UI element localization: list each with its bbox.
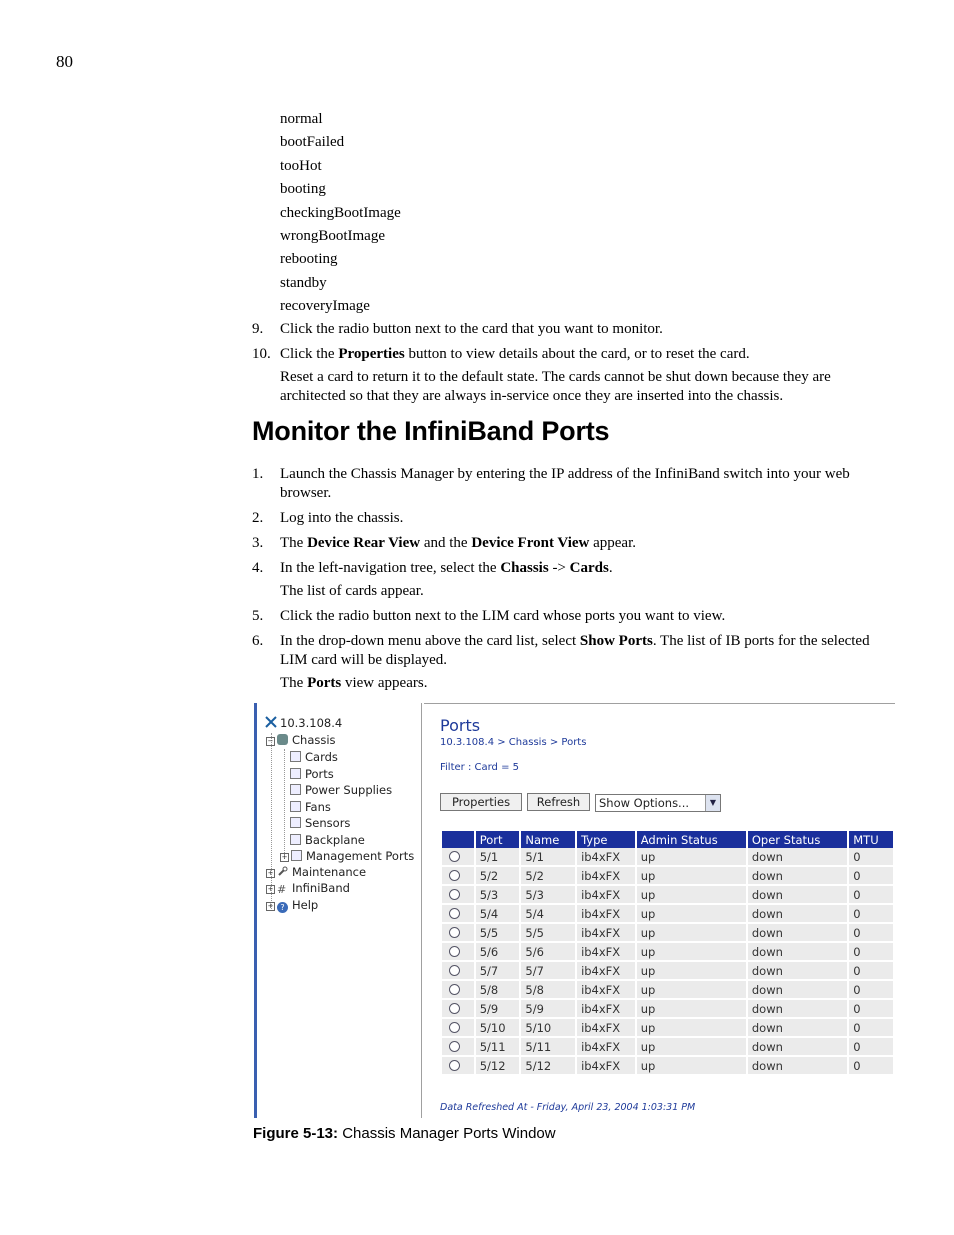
column-header[interactable]: Admin Status (637, 831, 746, 848)
bold-term: Chassis (500, 560, 549, 576)
table-cell: ib4xFX (577, 962, 635, 981)
step-text (280, 559, 900, 578)
step-number: 5. (252, 608, 264, 624)
table-cell: down (748, 981, 847, 1000)
row-radio-button[interactable] (449, 946, 460, 957)
status-value: standby (280, 274, 327, 291)
text-span: -> (548, 560, 570, 576)
collapse-icon[interactable]: − (267, 737, 274, 745)
panel-title: Ports (440, 716, 481, 735)
table-cell: 5/11 (476, 1038, 520, 1057)
status-value: recoveryImage (280, 298, 370, 315)
tree-item-label: Sensors (305, 816, 351, 830)
text-span: view appears. (341, 675, 428, 691)
figure-caption (253, 1125, 556, 1142)
filter-label: Filter : Card = 5 (440, 762, 519, 773)
table-cell: down (748, 1019, 847, 1038)
bold-term: Ports (307, 675, 342, 691)
table-row (442, 886, 893, 905)
table-cell: 5/9 (476, 1000, 520, 1019)
table-cell: 5/9 (521, 1000, 575, 1019)
table-row (442, 1019, 893, 1038)
column-header[interactable]: Port (476, 831, 520, 848)
table-cell: ib4xFX (577, 1057, 635, 1076)
table-cell: 5/5 (521, 924, 575, 943)
row-radio-button[interactable] (449, 908, 460, 919)
chassis-icon (277, 734, 288, 745)
row-radio-button[interactable] (449, 927, 460, 938)
table-cell: 0 (849, 943, 893, 962)
tree-item-label: Backplane (305, 832, 365, 847)
column-header-select (442, 831, 474, 848)
breadcrumb[interactable]: 10.3.108.4 > Chassis > Ports (440, 737, 587, 748)
text-span: In the left-navigation tree, select the (280, 560, 501, 576)
table-cell: 5/12 (476, 1057, 520, 1076)
status-value: rebooting (280, 251, 338, 268)
step-number: 6. (252, 633, 264, 649)
wrench-icon (277, 865, 288, 876)
step-text: Click the radio button next to the card that you want to monitor. (280, 321, 663, 337)
text-span: The (280, 535, 308, 551)
row-radio-button[interactable] (449, 965, 460, 976)
step-text: Launch the Chassis Manager by entering the IP address of the InfiniBand switch into your web browser. (280, 466, 850, 501)
help-icon: ? (277, 902, 288, 913)
step-number: 3. (252, 535, 264, 551)
table-cell: 5/8 (521, 981, 575, 1000)
row-radio-button[interactable] (449, 1022, 460, 1033)
show-options-select[interactable] (595, 794, 721, 812)
chassis-manager-screenshot (254, 703, 895, 1118)
row-select-cell (442, 924, 474, 943)
table-cell: ib4xFX (577, 1019, 635, 1038)
table-cell: 5/6 (476, 943, 520, 962)
row-radio-button[interactable] (449, 870, 460, 881)
status-value-list (280, 108, 401, 319)
column-header[interactable]: MTU (849, 831, 893, 848)
table-row (442, 981, 893, 1000)
table-cell: 0 (849, 1057, 893, 1076)
table-cell: ib4xFX (577, 981, 635, 1000)
table-cell: 5/1 (521, 848, 575, 867)
bold-term: Device Front View (471, 535, 590, 551)
tree-root[interactable] (265, 715, 342, 731)
table-cell: down (748, 867, 847, 886)
row-select-cell (442, 886, 474, 905)
table-cell: up (637, 1019, 746, 1038)
table-cell: 5/3 (476, 886, 520, 905)
status-value: booting (280, 181, 326, 198)
table-cell: up (637, 848, 746, 867)
ports-panel (424, 703, 895, 1119)
row-select-cell (442, 962, 474, 981)
row-select-cell (442, 1057, 474, 1076)
table-cell: 5/7 (476, 962, 520, 981)
step-text: Log into the chassis. (280, 510, 404, 526)
table-cell: down (748, 943, 847, 962)
text-span: button to view details about the card, or to reset the card. (404, 346, 750, 362)
table-cell: up (637, 867, 746, 886)
step-text: Click the radio button next to the LIM card whose ports you want to view. (280, 608, 726, 624)
table-cell: up (637, 962, 746, 981)
row-select-cell (442, 1000, 474, 1019)
table-cell: 5/2 (521, 867, 575, 886)
select-value: Show Options... (599, 796, 690, 810)
text-span: Click the (280, 346, 339, 362)
table-cell: ib4xFX (577, 848, 635, 867)
page-icon (290, 801, 301, 812)
table-cell: 0 (849, 981, 893, 1000)
tree-item-power-supplies[interactable] (290, 782, 392, 798)
network-switch-icon (265, 716, 276, 727)
table-cell: up (637, 886, 746, 905)
row-radio-button[interactable] (449, 1041, 460, 1052)
row-select-cell (442, 981, 474, 1000)
ports-table (440, 831, 895, 1076)
table-cell: up (637, 943, 746, 962)
table-cell: down (748, 886, 847, 905)
table-row (442, 867, 893, 886)
table-cell: 5/4 (476, 905, 520, 924)
table-cell: ib4xFX (577, 1038, 635, 1057)
tree-item-maintenance[interactable] (266, 864, 366, 880)
tree-item-ports[interactable] (290, 766, 334, 782)
table-cell: down (748, 962, 847, 981)
table-header-row (442, 831, 893, 848)
page-icon (290, 834, 301, 845)
table-row (442, 905, 893, 924)
row-radio-button[interactable] (449, 1003, 460, 1014)
table-cell: down (748, 905, 847, 924)
table-cell: 5/10 (476, 1019, 520, 1038)
refresh-timestamp: Data Refreshed At - Friday, April 23, 2004 1:03:31 PM (440, 1102, 696, 1113)
table-body (442, 848, 893, 1076)
tree-item-label: Cards (305, 750, 338, 764)
table-row (442, 962, 893, 981)
text-span: appear. (589, 535, 636, 551)
table-cell: 5/3 (521, 886, 575, 905)
table-cell: 0 (849, 848, 893, 867)
table-cell: 5/6 (521, 943, 575, 962)
column-header[interactable]: Type (577, 831, 635, 848)
table-cell: down (748, 1000, 847, 1019)
tree-item-label: Help (292, 898, 319, 912)
table-cell: 0 (849, 867, 893, 886)
status-value: checkingBootImage (280, 204, 401, 221)
step-4-note: The list of cards appear. (280, 583, 424, 599)
table-cell: 0 (849, 1000, 893, 1019)
row-select-cell (442, 905, 474, 924)
step-6-note (280, 674, 900, 693)
tree-item-cards[interactable] (290, 749, 338, 765)
step-number: 4. (252, 560, 264, 576)
table-cell: up (637, 981, 746, 1000)
row-radio-button[interactable] (449, 851, 460, 862)
row-select-cell (442, 867, 474, 886)
step-number: 10. (252, 346, 271, 362)
table-cell: 5/1 (476, 848, 520, 867)
status-value: wrongBootImage (280, 227, 385, 244)
tree-item-label: Chassis (292, 733, 336, 747)
table-cell: 5/11 (521, 1038, 575, 1057)
page-icon (290, 817, 301, 828)
tree-item-chassis[interactable] (266, 732, 336, 748)
table-cell: up (637, 1038, 746, 1057)
row-select-cell (442, 1019, 474, 1038)
chevron-down-icon[interactable]: ▼ (705, 795, 720, 811)
tree-item-help[interactable] (266, 897, 318, 913)
table-cell: 5/12 (521, 1057, 575, 1076)
table-row (442, 848, 893, 867)
table-cell: 0 (849, 905, 893, 924)
row-radio-button[interactable] (449, 889, 460, 900)
status-value: tooHot (280, 157, 322, 174)
table-cell: 0 (849, 1038, 893, 1057)
row-radio-button[interactable] (449, 984, 460, 995)
table-cell: up (637, 905, 746, 924)
tree-item-sensors[interactable] (290, 815, 350, 831)
tree-item-backplane[interactable] (290, 832, 365, 848)
table-row (442, 943, 893, 962)
table-row (442, 924, 893, 943)
row-select-cell (442, 943, 474, 962)
page-icon (291, 850, 302, 861)
step-number: 1. (252, 466, 264, 482)
table-cell: 5/5 (476, 924, 520, 943)
caption-text: Chassis Manager Ports Window (338, 1125, 556, 1142)
section-title: Monitor the InfiniBand Ports (252, 416, 610, 446)
tree-item-label: InfiniBand (292, 881, 350, 895)
tree-item-infiniband[interactable] (266, 880, 350, 896)
bold-term: Cards (569, 560, 609, 576)
bold-term: Properties (338, 346, 405, 362)
table-cell: ib4xFX (577, 905, 635, 924)
table-row (442, 1000, 893, 1019)
tree-item-label: Ports (305, 766, 334, 781)
expand-icon[interactable]: + (267, 869, 274, 877)
step-text (280, 345, 900, 364)
table-cell: down (748, 1038, 847, 1057)
status-value: bootFailed (280, 134, 345, 151)
text-span: In the drop-down menu above the card list, select (280, 633, 580, 649)
row-select-cell (442, 1038, 474, 1057)
bold-term: Device Rear View (307, 535, 421, 551)
navigation-tree (254, 703, 422, 1118)
table-cell: ib4xFX (577, 867, 635, 886)
table-cell: ib4xFX (577, 943, 635, 962)
table-cell: 0 (849, 924, 893, 943)
properties-button[interactable]: Properties (440, 793, 522, 811)
step-text (280, 632, 900, 670)
table-cell: up (637, 1000, 746, 1019)
table-cell: 5/4 (521, 905, 575, 924)
expand-icon[interactable]: + (267, 885, 274, 893)
table-cell: 0 (849, 886, 893, 905)
table-cell: 0 (849, 1019, 893, 1038)
hash-icon: # (277, 883, 287, 896)
table-cell: ib4xFX (577, 924, 635, 943)
table-cell: 5/8 (476, 981, 520, 1000)
table-cell: down (748, 1057, 847, 1076)
table-cell: up (637, 1057, 746, 1076)
table-cell: ib4xFX (577, 1000, 635, 1019)
table-cell: down (748, 848, 847, 867)
tree-item-label: Power Supplies (305, 783, 393, 797)
table-cell: 5/10 (521, 1019, 575, 1038)
step-text (280, 534, 900, 553)
step-10-note: Reset a card to return it to the default state. The cards cannot be shut down because they are architected so that they are always in-service once they are inserted into the chassis. (280, 369, 831, 404)
caption-label: Figure 5-13: (253, 1125, 339, 1142)
table-cell: 0 (849, 962, 893, 981)
tree-item-management-ports[interactable] (280, 848, 414, 864)
page-icon (290, 751, 301, 762)
tree-item-label: Maintenance (292, 865, 367, 879)
text-span: and the (420, 535, 472, 551)
table-row (442, 1057, 893, 1076)
tree-item-fans[interactable] (290, 799, 331, 815)
step-number: 9. (252, 321, 264, 337)
text-span: . (608, 560, 613, 576)
tree-root-label: 10.3.108.4 (280, 716, 343, 730)
step-number: 2. (252, 510, 264, 526)
page-icon (290, 768, 301, 779)
column-header[interactable]: Name (521, 831, 575, 848)
page-icon (290, 784, 301, 795)
bold-term: Show Ports (579, 633, 653, 649)
table-cell: ib4xFX (577, 886, 635, 905)
status-value: normal (280, 111, 323, 127)
refresh-button[interactable]: Refresh (527, 793, 590, 811)
expand-icon[interactable]: + (267, 902, 274, 910)
row-select-cell (442, 848, 474, 867)
table-cell: 5/2 (476, 867, 520, 886)
tree-item-label: Management Ports (306, 849, 415, 863)
table-cell: down (748, 924, 847, 943)
expand-icon[interactable]: + (281, 853, 288, 861)
column-header[interactable]: Oper Status (748, 831, 847, 848)
row-radio-button[interactable] (449, 1060, 460, 1071)
tree-item-label: Fans (305, 799, 331, 814)
table-cell: 5/7 (521, 962, 575, 981)
text-span: The (280, 675, 308, 691)
table-cell: up (637, 924, 746, 943)
page-number: 80 (56, 52, 73, 71)
text-span: . The list of IB ports for the selected LIM card will be displayed. (280, 633, 870, 668)
table-row (442, 1038, 893, 1057)
